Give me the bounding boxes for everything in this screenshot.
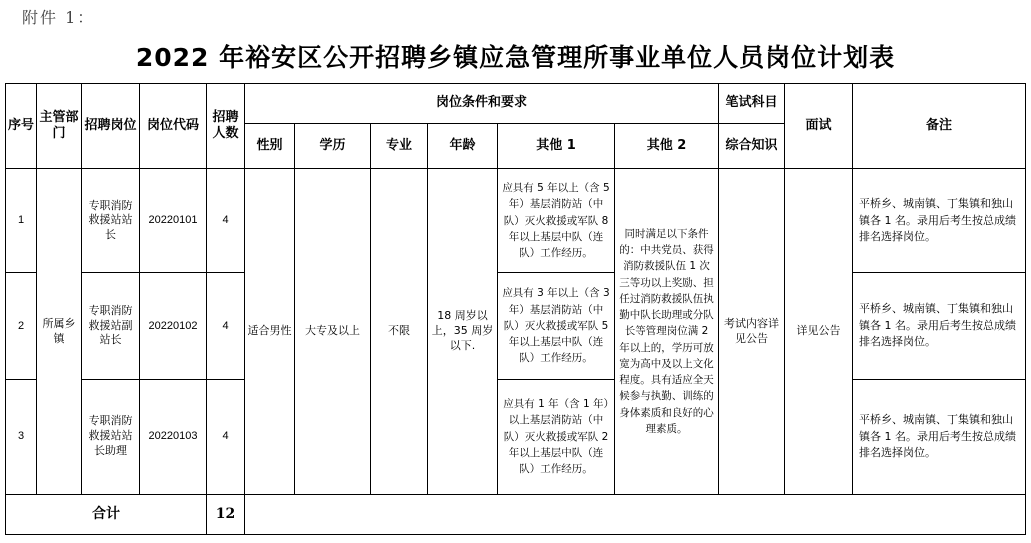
header-row-1 <box>6 84 1026 124</box>
page-title: 2022 年裕安区公开招聘乡镇应急管理所事业单位人员岗位计划表 <box>135 43 896 72</box>
row-code: 20220101 <box>140 169 207 273</box>
row-other1: 应具有 5 年以上（含 5 年）基层消防站（中队）灭火救援或军队 8 年以上基层中队（连队）工作经历。 <box>498 169 615 273</box>
header-seq: 序号 <box>6 84 37 169</box>
header-gender: 性别 <box>245 124 295 169</box>
written-cell: 考试内容详见公告 <box>719 169 785 495</box>
row-remarks: 平桥乡、城南镇、丁集镇和独山镇各 1 名。录用后考生按总成绩排名选择岗位。 <box>853 379 1026 494</box>
interview-cell: 详见公告 <box>785 169 853 495</box>
header-other1: 其他 1 <box>498 124 615 169</box>
total-label: 合计 <box>6 494 207 534</box>
attachment-label: 附件 1： <box>22 8 96 27</box>
major-cell: 不限 <box>371 169 428 495</box>
header-written-subject: 笔试科目 <box>719 84 785 124</box>
table-row <box>6 379 1026 494</box>
header-position: 招聘岗位 <box>82 84 140 169</box>
row-position: 专职消防救援站站长 <box>82 169 140 273</box>
row-other1: 应具有 1 年（含 1 年）以上基层消防站（中队）灭火救援或军队 2 年以上基层中队（连队）工作经历。 <box>498 379 615 494</box>
other2-cell: 同时满足以下条件的：中共党员、获得消防救援队伍 1 次三等功以上奖励、担任过消防救援队伍执勤中队长助理或分队长等管理岗位满 2 年以上的，学历可放宽为高中及以上文化程度。具有适应全天候参与执勤、训练的身体素质和良好的心理素质。 <box>615 169 719 495</box>
header-interview: 面试 <box>785 84 853 169</box>
header-written-general: 综合知识 <box>719 124 785 169</box>
row-count: 4 <box>207 273 245 379</box>
header-age: 年龄 <box>428 124 498 169</box>
row-count: 4 <box>207 169 245 273</box>
row-count: 4 <box>207 379 245 494</box>
header-education: 学历 <box>295 124 371 169</box>
row-other1: 应具有 3 年以上（含 3 年）基层消防站（中队）灭火救援或军队 5 年以上基层中队（连队）工作经历。 <box>498 273 615 379</box>
total-count: 12 <box>207 494 245 534</box>
row-remarks: 平桥乡、城南镇、丁集镇和独山镇各 1 名。录用后考生按总成绩排名选择岗位。 <box>853 169 1026 273</box>
age-cell: 18 周岁以上，35 周岁以下. <box>428 169 498 495</box>
row-seq: 2 <box>6 273 37 379</box>
row-seq: 1 <box>6 169 37 273</box>
table-row <box>6 273 1026 379</box>
dept-cell: 所属乡镇 <box>37 169 82 495</box>
header-major: 专业 <box>371 124 428 169</box>
header-remarks: 备注 <box>853 84 1026 169</box>
row-code: 20220102 <box>140 273 207 379</box>
row-position: 专职消防救援站副站长 <box>82 273 140 379</box>
row-remarks: 平桥乡、城南镇、丁集镇和独山镇各 1 名。录用后考生按总成绩排名选择岗位。 <box>853 273 1026 379</box>
header-dept: 主管部门 <box>37 84 82 169</box>
row-code: 20220103 <box>140 379 207 494</box>
header-code: 岗位代码 <box>140 84 207 169</box>
table-row <box>6 169 1026 273</box>
total-row <box>6 494 1026 534</box>
row-position: 专职消防救援站站长助理 <box>82 379 140 494</box>
total-empty <box>245 494 1026 534</box>
education-cell: 大专及以上 <box>295 169 371 495</box>
header-count: 招聘人数 <box>207 84 245 169</box>
gender-cell: 适合男性 <box>245 169 295 495</box>
row-seq: 3 <box>6 379 37 494</box>
header-other2: 其他 2 <box>615 124 719 169</box>
header-conditions: 岗位条件和要求 <box>245 84 719 124</box>
recruitment-plan-table <box>5 83 1026 535</box>
